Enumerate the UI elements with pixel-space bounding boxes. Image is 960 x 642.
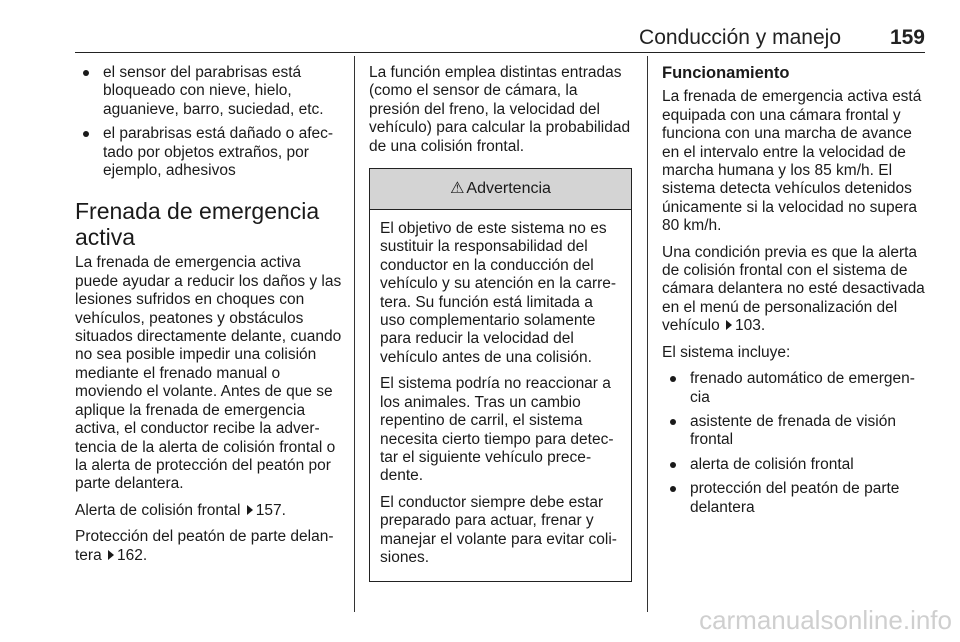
column-right	[662, 64, 928, 525]
column-middle	[369, 64, 632, 582]
bullet-icon	[670, 486, 676, 492]
bullet-list	[75, 64, 343, 180]
paragraph: La frenada de emergencia activa puede ayudar a reducir los daños y las lesiones sufridos en choques con vehículos, peatones y obstáculos situados directamente delante, cuando no sea posible impedir una colisión mediante el frenado manual o moviendo el volante. Antes de que se aplique la frenada de emergencia activa, el conductor recibe la advertencia de la alerta de colisión frontal o la alerta de protección del peatón por parte delantera.	[75, 254, 342, 493]
warning-triangle-icon: ⚠	[450, 179, 465, 197]
cross-reference[interactable]: Alerta de colisión frontal 157.	[75, 501, 286, 519]
paragraph-with-reference: Una condición previa es que la alerta de colisión frontal con el sistema de cámara delantera no esté desactivada en el menú de personalización del vehículo 103.	[662, 243, 925, 335]
paragraph: El conductor siempre debe estar preparado para actuar, frenar y manejar el volante para evitar colisiones.	[380, 493, 617, 566]
bullet-icon	[670, 376, 676, 382]
list-item: frenado automático de emergencia	[662, 370, 928, 407]
cross-reference[interactable]: Protección del peatón de parte delantera 162.	[75, 528, 334, 564]
paragraph: El objetivo de este sistema no es sustituir la responsabilidad del conductor en la conducción del vehículo y su atención en la carretera. Su función está limitada a uso complementario solamente para reducir la velocidad del vehículo antes de una colisión.	[380, 220, 617, 366]
list-item: asistente de frenada de visión frontal	[662, 413, 928, 450]
page-ref-icon	[108, 550, 114, 560]
header-title: Conducción y manejo	[639, 26, 841, 49]
list-item: alerta de colisión frontal	[662, 456, 928, 474]
bullet-icon	[670, 419, 676, 425]
bullet-icon	[83, 131, 89, 137]
list-item: el parabrisas está dañado o afectado por objetos extraños, por ejemplo, adhesivos	[75, 125, 343, 180]
warning-body	[370, 210, 631, 581]
paragraph: El sistema podría no reaccionar a los animales. Tras un cambio repentino de carril, el sistema necesita cierto tiempo para detectar el siguiente vehículo precedente.	[380, 375, 614, 485]
warning-title: Advertencia	[466, 179, 551, 197]
paragraph: La frenada de emergencia activa está equipada con una cámara frontal y funciona con una marcha de avance en el intervalo entre la velocidad de marcha humana y los 85 km/h. El sistema detecta vehículos detenidos únicamente si la velocidad no supera 80 km/h.	[662, 88, 922, 235]
page-ref-icon	[247, 505, 253, 515]
paragraph: El sistema incluye:	[662, 343, 791, 361]
bullet-list	[662, 370, 928, 517]
watermark: carmanualsonline.info	[699, 605, 952, 635]
warning-header	[370, 169, 631, 210]
column-divider	[354, 56, 355, 612]
page-number: 159	[889, 26, 925, 49]
warning-box	[369, 168, 632, 582]
bullet-icon	[670, 462, 676, 468]
section-title: Frenada de emergencia activa	[75, 198, 320, 251]
subheading: Funcionamiento	[662, 64, 790, 82]
page-header	[75, 26, 925, 53]
bullet-icon	[83, 70, 89, 76]
cross-reference[interactable]: 103.	[735, 317, 766, 335]
page-ref-icon	[726, 320, 732, 330]
list-item: protección del peatón de parte delantera	[662, 480, 928, 517]
column-left	[75, 64, 343, 573]
list-item: el sensor del parabrisas está bloqueado con nieve, hielo, aguanieve, barro, suciedad, etc.	[75, 64, 343, 119]
column-divider	[647, 56, 648, 612]
paragraph: La función emplea distintas entradas (como el sensor de cámara, la presión del freno, la velocidad del vehículo) para calcular la probabilidad de una colisión frontal.	[369, 64, 631, 155]
